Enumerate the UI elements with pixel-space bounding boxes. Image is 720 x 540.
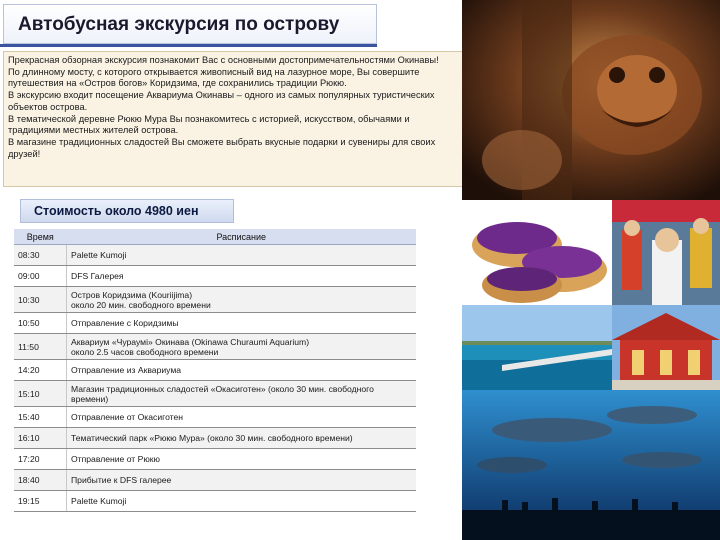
schedule-line: Palette Kumoji: [71, 496, 127, 506]
schedule-line: около 20 мин. свободного времени: [71, 299, 211, 310]
schedule-cell: [67, 287, 417, 313]
title-box: [3, 4, 377, 44]
shuri-castle-photo: [612, 305, 720, 390]
table-row: [14, 287, 416, 313]
time-cell: 18:40: [14, 470, 67, 491]
time-column-header: Время: [14, 229, 67, 245]
description-paragraph: В экскурсию входит посещение Аквариума Окинавы – одного из самых популярных туристических объектов острова.: [8, 90, 435, 112]
description-box: [3, 51, 465, 187]
table-row: [14, 428, 416, 449]
time-cell: 10:30: [14, 287, 67, 313]
description-paragraph: По длинному мосту, с которого открывается живописный вид на лазурное море, Вы совершите путешествия на «Остров богов» Коридзима, где сохранились традиции Рюкю.: [8, 66, 420, 89]
time-cell: 17:20: [14, 449, 67, 470]
schedule-cell: [67, 449, 417, 470]
schedule-line: Отправление от Окасиготен: [71, 412, 184, 422]
table-row: [14, 266, 416, 287]
time-cell: 10:50: [14, 313, 67, 334]
table-row: [14, 360, 416, 381]
table-row: [14, 381, 416, 407]
schedule-cell: [67, 470, 417, 491]
schedule-line: Аквариум «Чураумi» Окинава (Okinawa Churaumi Aquarium): [71, 336, 310, 347]
time-cell: 16:10: [14, 428, 67, 449]
time-cell: 15:40: [14, 407, 67, 428]
schedule-line: Palette Kumoji: [71, 250, 127, 260]
description-paragraph: Прекрасная обзорная экскурсия познакомит Вас с основными достопримечательностями Окинавы!: [8, 55, 439, 65]
schedule-line: около 2.5 часов свободного времени: [71, 346, 219, 357]
schedule-cell: [67, 334, 417, 360]
time-cell: 11:50: [14, 334, 67, 360]
shisa-statue-photo: [462, 0, 720, 200]
schedule-cell: [67, 491, 417, 512]
time-cell: 09:00: [14, 266, 67, 287]
schedule-cell: [67, 360, 417, 381]
table-header-row: [14, 229, 416, 245]
schedule-cell: [67, 313, 417, 334]
aquarium-photo: [462, 390, 720, 540]
schedule-line: Магазин традиционных сладостей «Окасиготен» (около 30 мин. свободного: [71, 383, 374, 394]
table-row: [14, 313, 416, 334]
time-cell: 19:15: [14, 491, 67, 512]
schedule-line: Отправление от Рюкю: [71, 454, 161, 464]
bridge-photo: [462, 305, 612, 390]
time-cell: 14:20: [14, 360, 67, 381]
table-row: [14, 491, 416, 512]
price-label: Стоимость около 4980 иен: [34, 204, 199, 218]
time-cell: 08:30: [14, 245, 67, 266]
table-row: [14, 407, 416, 428]
price-box: [20, 199, 234, 223]
schedule-column-header: Расписание: [67, 229, 417, 245]
sweet-potato-tarts-photo: [462, 200, 612, 305]
table-row: [14, 470, 416, 491]
schedule-line: Остров Коридзима (Kouriijima): [71, 289, 193, 300]
schedule-line: Тематический парк «Рюкю Мура» (около 30 мин. свободного времени): [71, 433, 353, 443]
schedule-cell: [67, 266, 417, 287]
photo-collage: [462, 0, 720, 540]
table-row: [14, 245, 416, 266]
schedule-line: Прибытие к DFS галерее: [71, 475, 172, 485]
page-title: Автобусная экскурсия по острову: [18, 14, 340, 35]
schedule-table: [14, 229, 416, 512]
schedule-cell: [67, 407, 417, 428]
table-row: [14, 334, 416, 360]
title-underline: [0, 44, 377, 47]
schedule-cell: [67, 245, 417, 266]
description-paragraph: В тематической деревне Рюкю Мура Вы познакомитесь с историей, искусством, обычаями и традициями местных жителей острова.: [8, 113, 410, 136]
time-cell: 15:10: [14, 381, 67, 407]
festival-dancers-photo: [612, 200, 720, 305]
schedule-cell: [67, 381, 417, 407]
schedule-line: Отправление из Аквариума: [71, 365, 182, 375]
table-row: [14, 449, 416, 470]
schedule-line: времени): [71, 393, 109, 404]
schedule-line: Отправление с Коридзимы: [71, 318, 179, 328]
description-paragraph: В магазине традиционных сладостей Вы сможете выбрать вкусные подарки и сувениры для своих друзей!: [8, 136, 436, 159]
schedule-cell: [67, 428, 417, 449]
schedule-line: DFS Галерея: [71, 271, 124, 281]
